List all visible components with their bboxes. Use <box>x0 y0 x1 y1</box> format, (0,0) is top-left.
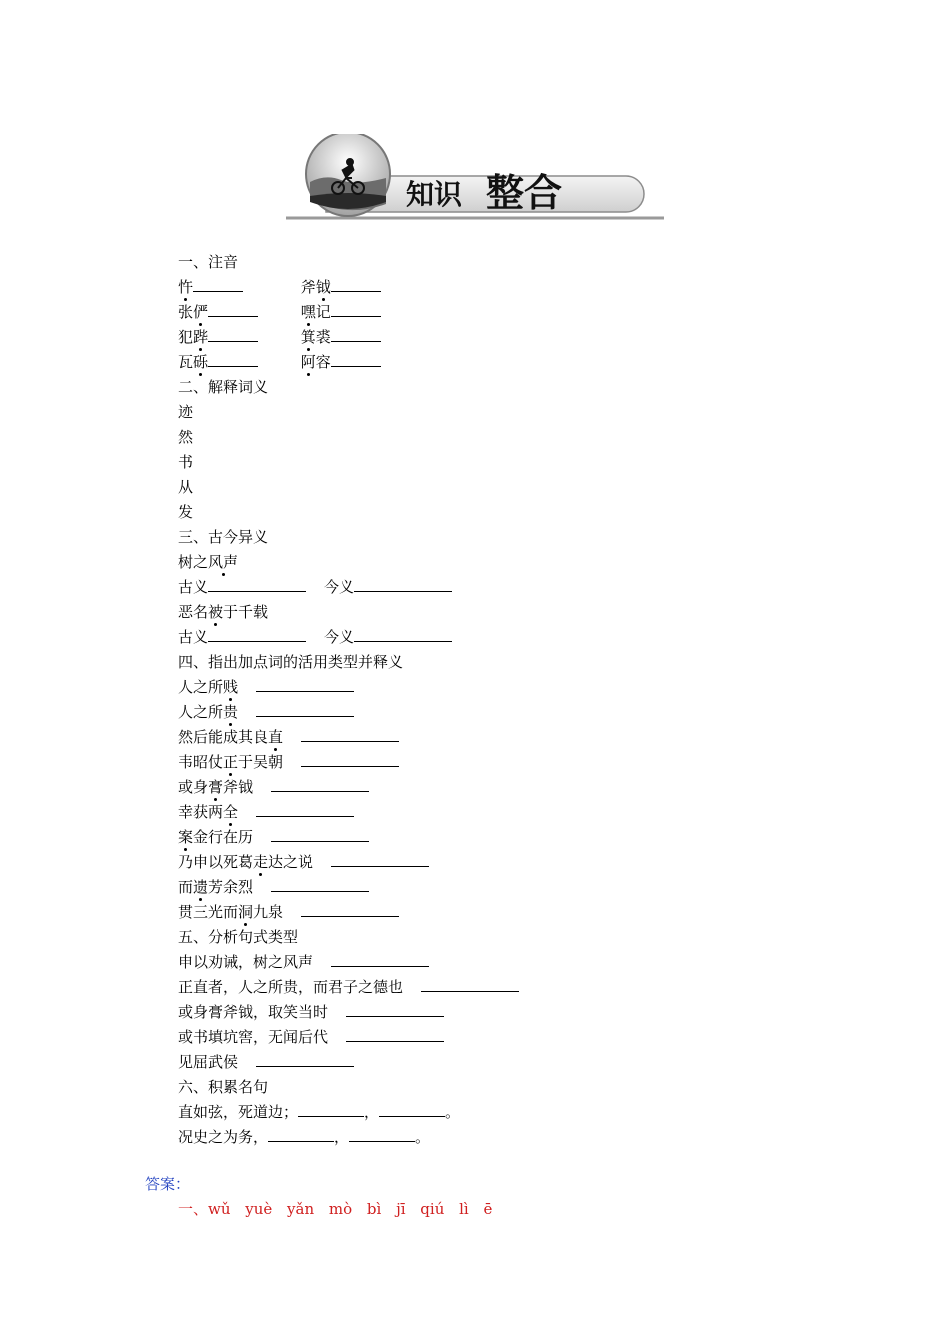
usage-item: 贯三光而洞九泉 <box>178 900 738 925</box>
answer-blank[interactable] <box>208 302 258 317</box>
sentence-item: 或身膏斧钺，取笑当时 <box>178 1000 738 1025</box>
answer-blank[interactable] <box>331 952 429 967</box>
meaning-word: 发 <box>178 503 194 521</box>
banner-title-a: 知识 <box>406 178 463 211</box>
banner-title-b: 整合 <box>486 170 563 215</box>
dotted-char: 阿 <box>301 350 316 375</box>
answer-blank[interactable] <box>301 902 399 917</box>
pinyin-row <box>178 275 738 300</box>
answer-blank[interactable] <box>208 577 306 592</box>
answer-blank[interactable] <box>331 352 381 367</box>
section-banner <box>286 134 666 224</box>
pinyin-row <box>178 300 738 325</box>
heading-famous-lines: 六、积累名句 <box>178 1078 269 1096</box>
answer-blank[interactable] <box>331 852 429 867</box>
pinyin-item: 阿容 <box>301 353 381 371</box>
answer-blank[interactable] <box>208 327 258 342</box>
answer-blank[interactable] <box>208 352 258 367</box>
heading-sentence-pattern: 五、分析句式类型 <box>178 928 299 946</box>
answer-blank[interactable] <box>208 627 306 642</box>
dotted-char: 忤 <box>178 275 193 300</box>
heading-word-usage: 四、指出加点词的活用类型并释义 <box>178 653 404 671</box>
answer-blank[interactable] <box>268 1127 334 1142</box>
heading-meaning: 二、解释词义 <box>178 378 269 396</box>
dotted-char: 钺 <box>316 275 331 300</box>
sentence-item: 或书填坑窖，无闻后代 <box>178 1025 738 1050</box>
dotted-char: 正 <box>223 750 238 775</box>
dotted-char: 被 <box>208 600 223 625</box>
dotted-char: 嘿 <box>301 300 316 325</box>
answer-blank[interactable] <box>331 277 381 292</box>
answer-blank[interactable] <box>379 1102 445 1117</box>
dotted-char: 洞 <box>238 900 253 925</box>
answer-blank[interactable] <box>256 1052 354 1067</box>
pinyin-row <box>178 350 738 375</box>
ancient-modern-answer <box>178 625 738 650</box>
usage-item: 人之所贵 <box>178 700 738 725</box>
famous-line-item: 直如弦，死道边； ， 。 <box>178 1103 461 1121</box>
answer-blank[interactable] <box>271 827 369 842</box>
usage-item: 案金行在历 <box>178 825 738 850</box>
heading-ancient-modern: 三、古今异义 <box>178 528 269 546</box>
ancient-modern-answer <box>178 575 738 600</box>
usage-item: 然后能成其良直 <box>178 725 738 750</box>
answer-blank[interactable] <box>256 677 354 692</box>
usage-item: 幸获两全 <box>178 800 738 825</box>
dotted-char: 箕 <box>301 325 316 350</box>
pinyin-item: 嘿记 <box>301 303 381 321</box>
pinyin-item: 张俨 <box>178 300 296 325</box>
usage-item: 或身膏斧钺 <box>178 775 738 800</box>
usage-item: 韦昭仗正于吴朝 <box>178 750 738 775</box>
usage-item: 人之所贱 <box>178 675 738 700</box>
answer-blank[interactable] <box>346 1027 444 1042</box>
answer-blank[interactable] <box>354 627 452 642</box>
pinyin-item <box>178 275 296 300</box>
sentence-item: 见屈武侯 <box>178 1050 738 1075</box>
old-meaning-label: 古义 <box>178 628 209 646</box>
answer-blank[interactable] <box>256 802 354 817</box>
dotted-char: 膏 <box>208 775 223 800</box>
exercise-document <box>178 250 738 1150</box>
answer-blank[interactable] <box>271 777 369 792</box>
answer-blank[interactable] <box>271 877 369 892</box>
answer-blank[interactable] <box>331 302 381 317</box>
answer-blank[interactable] <box>193 277 243 292</box>
meaning-word: 从 <box>178 478 194 496</box>
dotted-char: 风声 <box>208 550 238 575</box>
old-meaning-label: 古义 <box>178 578 209 596</box>
meaning-word: 然 <box>178 428 194 446</box>
meaning-word: 迹 <box>178 403 194 421</box>
answer-blank[interactable] <box>301 752 399 767</box>
pinyin-item: 瓦砾 <box>178 350 296 375</box>
banner-graphic <box>286 134 666 224</box>
meaning-word: 书 <box>178 453 194 471</box>
pinyin-item: 犯跸 <box>178 325 296 350</box>
answer-blank[interactable] <box>298 1102 364 1117</box>
usage-item: 而遗芳余烈 <box>178 875 738 900</box>
dotted-char: 全 <box>223 800 238 825</box>
sentence-item: 正直者，人之所贵，而君子之德也 <box>178 975 738 1000</box>
answer-blank[interactable] <box>346 1002 444 1017</box>
dotted-char: 走 <box>253 850 268 875</box>
answer-blank[interactable] <box>349 1127 415 1142</box>
ancient-modern-phrase: 树之风声 <box>178 550 738 575</box>
answer-blank[interactable] <box>256 702 354 717</box>
answer-blank[interactable] <box>331 327 381 342</box>
dotted-char: 直 <box>268 725 283 750</box>
answer-blank[interactable] <box>354 577 452 592</box>
dotted-char: 贵 <box>223 700 238 725</box>
sentence-item: 申以劝诫，树之风声 <box>178 950 738 975</box>
pinyin-item: 斧钺 <box>301 278 381 296</box>
dotted-char: 砾 <box>193 350 208 375</box>
dotted-char: 案 <box>178 825 193 850</box>
answers-line: 一、wǔ yuè yǎn mò bì jī qiú lì ē <box>178 1200 493 1218</box>
answer-blank[interactable] <box>421 977 519 992</box>
pinyin-item: 箕裘 <box>301 328 381 346</box>
dotted-char: 跸 <box>193 325 208 350</box>
new-meaning-label: 今义 <box>324 578 355 596</box>
dotted-char: 遗 <box>193 875 208 900</box>
answers-label: 答案： <box>145 1175 191 1193</box>
answer-blank[interactable] <box>301 727 399 742</box>
new-meaning-label: 今义 <box>324 628 355 646</box>
pinyin-row <box>178 325 738 350</box>
dotted-char: 贱 <box>223 675 238 700</box>
usage-item: 乃申以死葛走达之说 <box>178 850 738 875</box>
dotted-char: 俨 <box>193 300 208 325</box>
heading-pinyin: 一、注音 <box>178 253 239 271</box>
answers-section <box>145 1172 492 1222</box>
famous-line-item: 况史之为务， ， 。 <box>178 1128 431 1146</box>
ancient-modern-phrase: 恶名被于千载 <box>178 600 738 625</box>
